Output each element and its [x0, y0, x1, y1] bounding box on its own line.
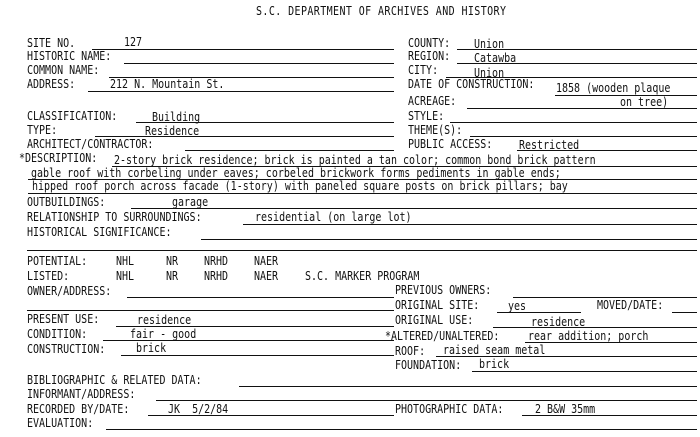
construction-value: brick [136, 340, 167, 355]
site-no-label: SITE NO. [27, 35, 76, 50]
foundation-line [472, 371, 697, 372]
recorded-by-value: JK 5/2/84 [168, 401, 229, 416]
photographic-data-value: 2 B&W 35mm [535, 401, 596, 416]
description-label: *DESCRIPTION: [19, 150, 98, 165]
condition-value: fair - good [130, 326, 197, 341]
marker-program-label: S.C. MARKER PROGRAM [305, 268, 420, 283]
bibliographic-label: BIBLIOGRAPHIC & RELATED DATA: [27, 372, 202, 387]
altered-value: rear addition; porch [528, 328, 649, 343]
historic-name-line [124, 63, 394, 64]
potential-nhl: NHL [116, 253, 135, 268]
owner-address-line [127, 297, 394, 298]
themes-label: THEME(S): [408, 122, 463, 137]
description-rule-3 [28, 193, 697, 194]
relationship-value: residential (on large lot) [255, 209, 412, 224]
description-line-1: 2-story brick residence; brick is painted a tan color; common bond brick pattern [114, 152, 596, 167]
public-access-value: Restricted [519, 137, 580, 152]
evaluation-line [106, 429, 697, 430]
listed-nhl: NHL [116, 268, 135, 283]
original-site-value: yes [508, 298, 527, 313]
historical-significance-line [201, 239, 697, 240]
type-value: Residence [145, 123, 200, 138]
photographic-data-label: PHOTOGRAPHIC DATA: [395, 401, 504, 416]
listed-label: LISTED: [27, 268, 70, 283]
listed-naer: NAER [254, 268, 279, 283]
potential-naer: NAER [254, 253, 279, 268]
county-label: COUNTY: [408, 35, 451, 50]
site-no-line [92, 49, 394, 50]
recorded-by-line [148, 415, 394, 416]
date-of-construction-label: DATE OF CONSTRUCTION: [408, 76, 535, 91]
roof-line [436, 356, 697, 357]
photographic-data-line [522, 415, 697, 416]
acreage-line [467, 108, 697, 109]
architect-label: ARCHITECT/CONTRACTOR: [27, 136, 154, 151]
original-use-value: residence [531, 314, 586, 329]
county-value: Union [474, 36, 505, 51]
roof-value: raised seam metal [443, 342, 546, 357]
date-of-construction-value: 1858 (wooden plaque [556, 80, 671, 95]
public-access-label: PUBLIC ACCESS: [408, 136, 493, 151]
address-line [88, 91, 394, 92]
description-line-2: gable roof with corbeling under eaves; corbeled brickwork forms pediments in gable ends; [31, 165, 561, 180]
present-use-label: PRESENT USE: [27, 311, 100, 326]
owner-address-label: OWNER/ADDRESS: [27, 283, 112, 298]
outbuildings-value: garage [172, 194, 209, 209]
historical-significance-label: HISTORICAL SIGNIFICANCE: [27, 224, 172, 239]
style-label: STYLE: [408, 108, 445, 123]
present-use-value: residence [137, 312, 192, 327]
architect-line [185, 150, 394, 151]
bibliographic-line [239, 386, 697, 387]
region-line [457, 63, 697, 64]
foundation-value: brick [479, 356, 510, 371]
city-value: Union [474, 65, 505, 80]
acreage-label: ACREAGE: [408, 93, 457, 108]
roof-label: ROOF: [395, 343, 426, 358]
historic-name-label: HISTORIC NAME: [27, 48, 112, 63]
classification-value: Building [152, 109, 201, 124]
condition-label: CONDITION: [27, 326, 88, 341]
page-title: S.C. DEPARTMENT OF ARCHIVES AND HISTORY [256, 3, 507, 18]
listed-nr: NR [166, 268, 179, 283]
type-label: TYPE: [27, 122, 58, 137]
section-divider [27, 250, 697, 251]
foundation-label: FOUNDATION: [395, 357, 462, 372]
city-label: CITY: [408, 62, 439, 77]
potential-nr: NR [166, 253, 179, 268]
relationship-line [243, 224, 697, 225]
outbuildings-line [131, 208, 697, 209]
style-line [450, 122, 697, 123]
listed-nrhd: NRHD [204, 268, 229, 283]
classification-label: CLASSIFICATION: [27, 108, 118, 123]
original-use-label: ORIGINAL USE: [395, 312, 474, 327]
original-site-line [497, 312, 581, 313]
region-label: REGION: [408, 48, 451, 63]
altered-line [525, 342, 697, 343]
previous-owners-label: PREVIOUS OWNERS: [395, 282, 492, 297]
recorded-by-label: RECORDED BY/DATE: [27, 401, 130, 416]
construction-label: CONSTRUCTION: [27, 341, 106, 356]
site-no-value: 127 [124, 34, 143, 49]
original-site-label: ORIGINAL SITE: [395, 297, 480, 312]
moved-date-line [672, 312, 697, 313]
description-line-3: hipped roof porch across facade (1-story) with paneled square posts on brick pillars; bay [32, 178, 568, 193]
common-name-label: COMMON NAME: [27, 62, 100, 77]
public-access-line [517, 150, 697, 151]
address-value: 212 N. Mountain St. [110, 76, 225, 91]
potential-nrhd: NRHD [204, 253, 229, 268]
date-of-construction-value-cont: on tree) [620, 94, 669, 109]
informant-label: INFORMANT/ADDRESS: [27, 386, 136, 401]
altered-label: *ALTERED/UNALTERED: [385, 328, 500, 343]
outbuildings-label: OUTBUILDINGS: [27, 194, 106, 209]
construction-line [121, 355, 394, 356]
moved-date-label: MOVED/DATE: [597, 297, 664, 312]
potential-label: POTENTIAL: [27, 253, 88, 268]
relationship-label: RELATIONSHIP TO SURROUNDINGS: [27, 209, 202, 224]
address-label: ADDRESS: [27, 76, 76, 91]
region-value: Catawba [474, 50, 517, 65]
themes-line [470, 136, 697, 137]
evaluation-label: EVALUATION: [27, 415, 94, 430]
